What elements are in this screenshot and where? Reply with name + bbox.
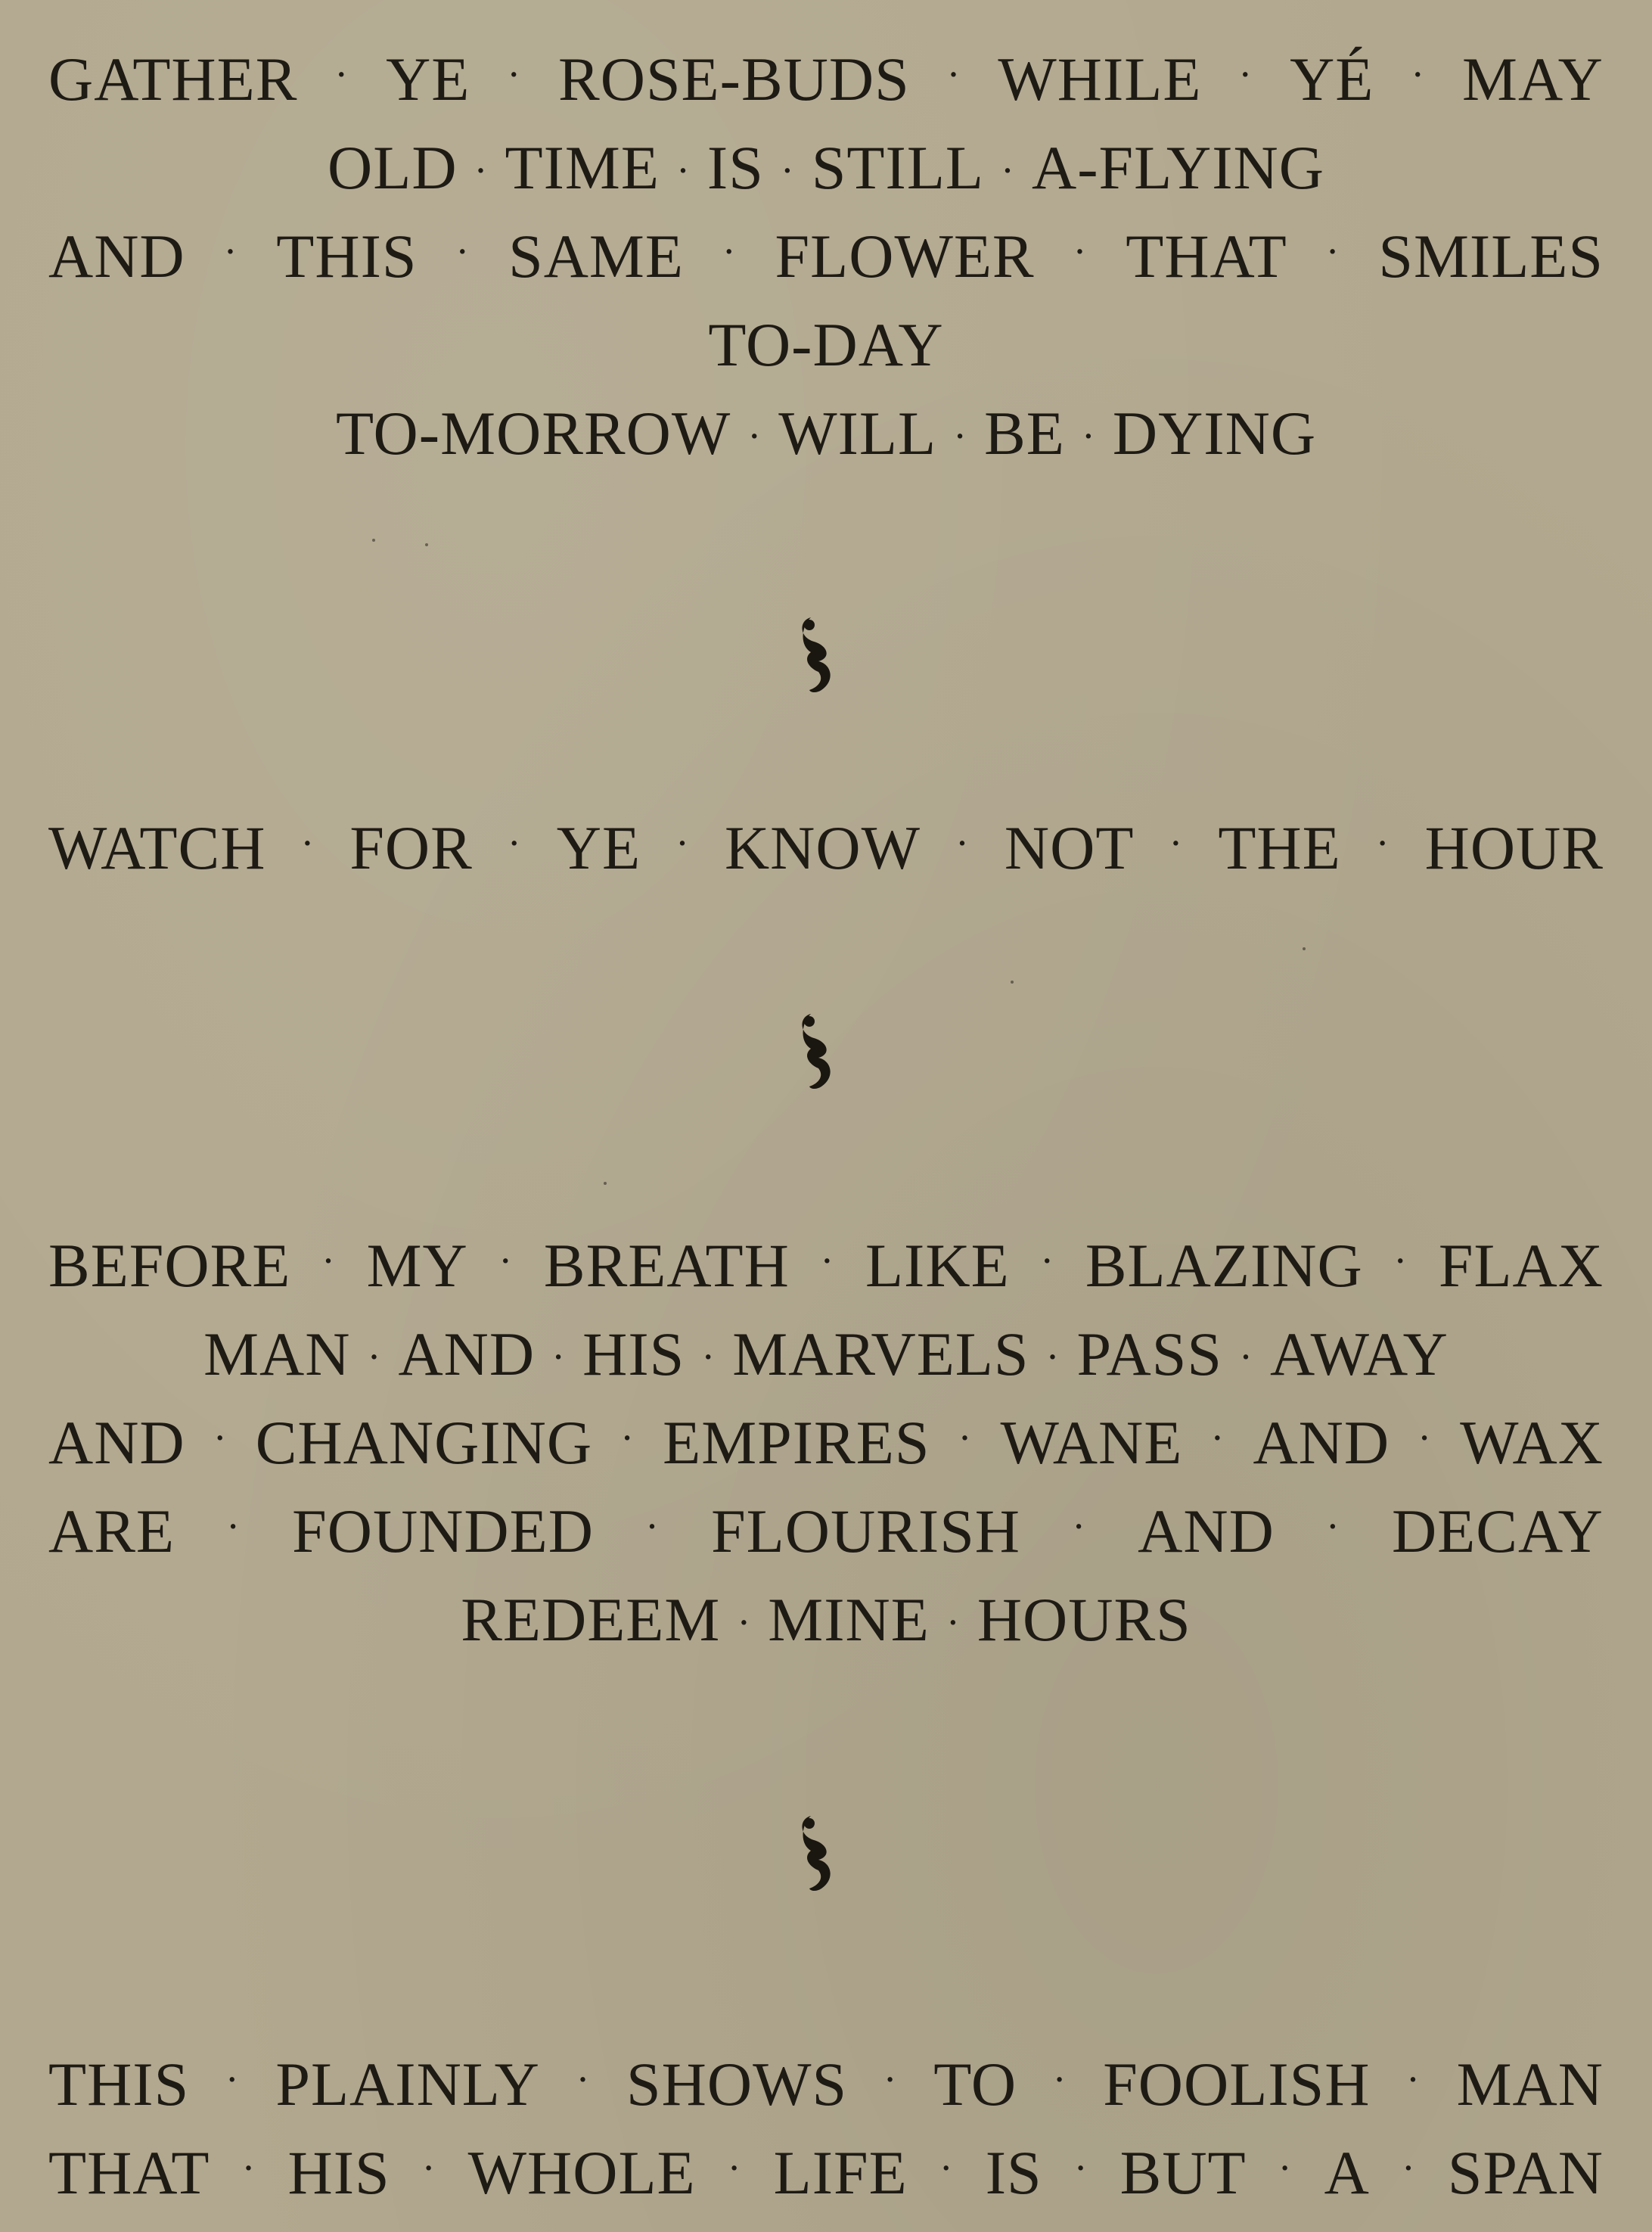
word-separator: · xyxy=(498,1238,514,1283)
stanza-span xyxy=(48,2040,1604,2217)
poem-word: TO xyxy=(933,2050,1017,2119)
word-separator: · xyxy=(953,413,968,459)
poem-word: YE xyxy=(386,45,470,113)
word-separator: · xyxy=(1081,413,1096,459)
poem-word: TO-MORROW xyxy=(335,399,731,468)
word-separator: · xyxy=(675,820,690,866)
poem-word: WHILE xyxy=(998,45,1202,113)
paper-speck xyxy=(604,1182,607,1185)
poem-word: OLD xyxy=(328,133,458,202)
poem-word: THE xyxy=(1218,813,1341,882)
word-separator: · xyxy=(474,148,489,193)
word-separator: · xyxy=(1418,1415,1433,1460)
word-separator: · xyxy=(939,2145,954,2190)
word-separator: · xyxy=(820,1238,835,1283)
word-separator: · xyxy=(241,2145,256,2190)
poem-word: AWAY xyxy=(1269,1320,1449,1388)
poem-word: HIS xyxy=(287,2138,390,2207)
word-separator: · xyxy=(1325,228,1340,274)
word-separator: · xyxy=(946,1599,961,1645)
word-separator: · xyxy=(1072,1503,1087,1549)
poem-word: KNOW xyxy=(724,813,921,882)
poem-word: MY xyxy=(366,1231,468,1300)
poem-word: FOUNDED xyxy=(292,1497,594,1565)
word-separator: · xyxy=(421,2145,436,2190)
poem-word: GATHER xyxy=(48,45,298,113)
word-separator: · xyxy=(576,2056,591,2102)
poem-word: IS xyxy=(985,2138,1042,2207)
word-separator: · xyxy=(946,51,961,97)
poem-word: FOR xyxy=(349,813,473,882)
section-ornament-icon xyxy=(788,1008,849,1099)
poem-word: ARE xyxy=(48,1497,175,1565)
word-separator: · xyxy=(620,1415,635,1460)
word-separator: · xyxy=(1406,2056,1421,2102)
poem-line xyxy=(48,35,1604,123)
poem-word: TIME xyxy=(505,133,660,202)
paper-speck xyxy=(425,543,428,546)
word-separator: · xyxy=(675,148,691,193)
poem-line xyxy=(48,300,1604,389)
poem-line xyxy=(48,1221,1604,1310)
poem-word: THAT xyxy=(48,2138,210,2207)
poem-word: DYING xyxy=(1112,399,1317,468)
poem-line xyxy=(48,1310,1604,1398)
word-separator: · xyxy=(1325,1503,1340,1549)
word-separator: · xyxy=(225,2056,240,2102)
word-separator: · xyxy=(1040,1238,1055,1283)
poem-word: CHANGING xyxy=(255,1408,593,1477)
poem-word: WATCH xyxy=(48,813,266,882)
poem-word: WAX xyxy=(1460,1408,1604,1477)
word-separator: · xyxy=(701,1334,716,1379)
word-separator: · xyxy=(507,51,522,97)
poem-word: BE xyxy=(984,399,1065,468)
word-separator: · xyxy=(1045,1334,1060,1379)
poem-word: PASS xyxy=(1076,1320,1222,1388)
poem-line xyxy=(48,1575,1604,1664)
word-separator: · xyxy=(1375,820,1390,866)
poem-line xyxy=(48,389,1604,477)
paper-speck xyxy=(372,539,375,542)
word-separator: · xyxy=(223,228,238,274)
word-separator: · xyxy=(507,820,522,866)
poem-word: AND xyxy=(398,1320,536,1388)
poem-line xyxy=(48,123,1604,212)
poem-line xyxy=(48,1398,1604,1487)
poem-word: A xyxy=(1324,2138,1370,2207)
poem-word: WILL xyxy=(778,399,937,468)
poem-word: MAY xyxy=(1462,45,1604,113)
poem-line xyxy=(48,2040,1604,2128)
word-separator: · xyxy=(645,1503,660,1549)
word-separator: · xyxy=(321,1238,336,1283)
section-ornament-icon xyxy=(788,1810,849,1901)
poem-word: THIS xyxy=(276,222,418,291)
poem-word: NOT xyxy=(1004,813,1135,882)
poem-word: AND xyxy=(48,1408,185,1477)
poem-word: MAN xyxy=(1456,2050,1604,2119)
word-separator: · xyxy=(955,820,970,866)
word-separator: · xyxy=(1393,1238,1408,1283)
poem-word: HIS xyxy=(582,1320,685,1388)
word-separator: · xyxy=(1239,1334,1253,1379)
poem-word: EMPIRES xyxy=(663,1408,930,1477)
poem-word: FLAX xyxy=(1438,1231,1604,1300)
word-separator: · xyxy=(1278,2145,1293,2190)
stanza-watch xyxy=(48,804,1604,892)
poem-line xyxy=(48,212,1604,300)
word-separator: · xyxy=(334,51,349,97)
poem-word: WANE xyxy=(1000,1408,1183,1477)
poem-word: MAN xyxy=(203,1320,351,1388)
poem-word: ROSE-BUDS xyxy=(558,45,910,113)
poem-word: THIS xyxy=(48,2050,190,2119)
word-separator: · xyxy=(1238,51,1253,97)
poem-word: MARVELS xyxy=(732,1320,1029,1388)
poem-word: SPAN xyxy=(1447,2138,1604,2207)
poem-word: SMILES xyxy=(1378,222,1604,291)
word-separator: · xyxy=(780,148,795,193)
poem-word: STILL xyxy=(811,133,985,202)
poem-word: REDEEM xyxy=(461,1585,721,1654)
word-separator: · xyxy=(1169,820,1184,866)
word-separator: · xyxy=(551,1334,567,1379)
word-separator: · xyxy=(747,413,762,459)
poem-word: A-FLYING xyxy=(1032,133,1324,202)
word-separator: · xyxy=(1401,2145,1416,2190)
poem-word: LIFE xyxy=(773,2138,908,2207)
poem-word: FLOURISH xyxy=(711,1497,1021,1565)
poem-word: AND xyxy=(1253,1408,1390,1477)
poem-word: BEFORE xyxy=(48,1231,291,1300)
poem-word: SAME xyxy=(508,222,684,291)
poem-word: AND xyxy=(48,222,185,291)
paper-speck xyxy=(1011,981,1014,984)
word-separator: · xyxy=(1210,1415,1225,1460)
word-separator: · xyxy=(367,1334,382,1379)
poem-word: BUT xyxy=(1119,2138,1247,2207)
word-separator: · xyxy=(1073,228,1088,274)
word-separator: · xyxy=(455,228,470,274)
poem-word: BREATH xyxy=(543,1231,790,1300)
poem-word: IS xyxy=(706,133,764,202)
poem-line xyxy=(48,804,1604,892)
word-separator: · xyxy=(1073,2145,1088,2190)
word-separator: · xyxy=(883,2056,898,2102)
word-separator: · xyxy=(958,1415,973,1460)
word-separator: · xyxy=(727,2145,742,2190)
poem-word: YÉ xyxy=(1290,45,1374,113)
paper-speck xyxy=(1303,947,1306,950)
poem-word: LIKE xyxy=(865,1231,1010,1300)
poem-word: AND xyxy=(1138,1497,1275,1565)
word-separator: · xyxy=(1052,2056,1067,2102)
poem-word: DECAY xyxy=(1391,1497,1604,1565)
word-separator: · xyxy=(1001,148,1015,193)
word-separator: · xyxy=(300,820,315,866)
poem-word: TO-DAY xyxy=(708,310,944,379)
stanza-rosebuds xyxy=(48,35,1604,477)
poem-line xyxy=(48,1487,1604,1575)
poem-word: HOURS xyxy=(977,1585,1191,1654)
stanza-redeem xyxy=(48,1221,1604,1664)
word-separator: · xyxy=(226,1503,241,1549)
poem-word: HOUR xyxy=(1424,813,1604,882)
word-separator: · xyxy=(722,228,737,274)
word-separator: · xyxy=(213,1415,228,1460)
poem-line xyxy=(48,2128,1604,2217)
word-separator: · xyxy=(1411,51,1426,97)
poem-word: PLAINLY xyxy=(275,2050,540,2119)
poem-word: FOOLISH xyxy=(1103,2050,1371,2119)
poem-word: MINE xyxy=(768,1585,930,1654)
word-separator: · xyxy=(737,1599,752,1645)
poem-word: YE xyxy=(556,813,641,882)
poem-word: WHOLE xyxy=(467,2138,696,2207)
poem-word: FLOWER xyxy=(775,222,1035,291)
poem-word: BLAZING xyxy=(1085,1231,1363,1300)
poem-word: SHOWS xyxy=(626,2050,848,2119)
poem-word: THAT xyxy=(1126,222,1287,291)
section-ornament-icon xyxy=(788,611,849,702)
